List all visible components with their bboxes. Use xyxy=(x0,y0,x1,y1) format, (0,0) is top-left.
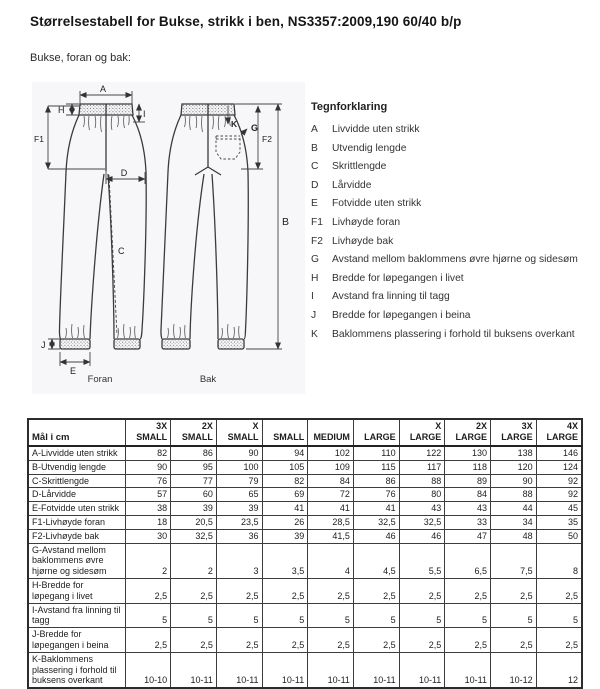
column-header xyxy=(216,419,262,446)
cell-value: 5 xyxy=(216,603,262,628)
cell-value: 8 xyxy=(536,543,582,578)
cell-value: 23,5 xyxy=(216,515,262,529)
cell-value: 2,5 xyxy=(216,628,262,653)
cell-value: 2,5 xyxy=(308,628,354,653)
table-row xyxy=(28,603,582,628)
column-header xyxy=(536,419,582,446)
cell-value: 46 xyxy=(399,529,445,543)
dim-label-f2: F2 xyxy=(262,134,272,144)
legend-item xyxy=(311,326,597,345)
column-header-line2: LARGE xyxy=(455,432,487,442)
legend-heading: Tegnforklaring xyxy=(311,101,388,113)
legend-text: Avstand mellom baklommens øvre hjørne og sidesøm xyxy=(332,254,578,266)
legend-item xyxy=(311,251,597,270)
cell-value: 41 xyxy=(262,502,308,516)
dim-label-b: B xyxy=(282,216,290,228)
column-header xyxy=(353,419,399,446)
cell-value: 6,5 xyxy=(445,543,491,578)
legend-text: Bredde for løpegangen i beina xyxy=(332,309,471,321)
dim-label-d: D xyxy=(120,168,128,178)
cell-value: 5 xyxy=(491,603,537,628)
cell-value: 2 xyxy=(171,543,217,578)
cell-value: 92 xyxy=(536,488,582,502)
cell-value: 2,5 xyxy=(491,628,537,653)
legend-text: Utvendig lengde xyxy=(332,142,407,154)
gather-lines-back xyxy=(168,116,240,338)
cell-value: 43 xyxy=(399,502,445,516)
table-row xyxy=(28,488,582,502)
cell-value: 10-10 xyxy=(125,652,171,688)
pants-front-drawing xyxy=(59,104,146,349)
cell-value: 35 xyxy=(536,515,582,529)
cell-value: 5,5 xyxy=(399,543,445,578)
cell-value: 45 xyxy=(536,502,582,516)
row-label: F2-Livhøyde bak xyxy=(28,529,125,543)
cell-value: 10-11 xyxy=(353,652,399,688)
column-header-line1: 4X xyxy=(566,421,578,431)
column-header-line2: LARGE xyxy=(546,432,578,442)
cell-value: 10-11 xyxy=(308,652,354,688)
cell-value: 7,5 xyxy=(491,543,537,578)
dim-label-h: H xyxy=(58,105,65,115)
cell-value: 2,5 xyxy=(171,578,217,603)
cell-value: 48 xyxy=(491,529,537,543)
cell-value: 138 xyxy=(491,446,537,460)
cell-value: 117 xyxy=(399,460,445,474)
cell-value: 77 xyxy=(171,474,217,488)
cell-value: 2,5 xyxy=(536,578,582,603)
cell-value: 122 xyxy=(399,446,445,460)
column-header-line2: LARGE xyxy=(364,432,396,442)
page-title: Størrelsestabell for Bukse, strikk i ben, NS3357:2009,190 60/40 b/p xyxy=(30,14,462,29)
legend-text: Bredde for løpegangen i livet xyxy=(332,272,464,284)
cell-value: 5 xyxy=(445,603,491,628)
table-row xyxy=(28,529,582,543)
row-label: G-Avstand mellom baklommens øvre hjørne og sidesøm xyxy=(28,543,125,578)
legend-list xyxy=(311,121,597,344)
dim-label-j: J xyxy=(41,340,46,350)
pants-diagram xyxy=(32,82,305,394)
cell-value: 47 xyxy=(445,529,491,543)
column-header-line2: SMALL xyxy=(227,432,259,442)
cell-value: 105 xyxy=(262,460,308,474)
legend-letter: E xyxy=(311,198,318,210)
page-subtitle: Bukse, foran og bak: xyxy=(30,52,131,64)
cell-value: 5 xyxy=(125,603,171,628)
column-header-line1: X xyxy=(435,421,442,431)
legend-item xyxy=(311,121,597,140)
legend-panel xyxy=(311,101,597,344)
cell-value: 39 xyxy=(262,529,308,543)
cell-value: 10-11 xyxy=(171,652,217,688)
legend-text: Avstand fra linning til tagg xyxy=(332,291,450,303)
column-header xyxy=(171,419,217,446)
cell-value: 41 xyxy=(308,502,354,516)
column-header-line1: 2X xyxy=(201,421,213,431)
cell-value: 88 xyxy=(491,488,537,502)
cell-value: 100 xyxy=(216,460,262,474)
cell-value: 2 xyxy=(125,543,171,578)
cell-value: 43 xyxy=(445,502,491,516)
column-header-line1 xyxy=(266,421,305,432)
table-row xyxy=(28,474,582,488)
row-label: H-Bredde for løpegang i livet xyxy=(28,578,125,603)
row-label: J-Bredde for løpegangen i beina xyxy=(28,628,125,653)
cell-value: 65 xyxy=(216,488,262,502)
column-header xyxy=(445,419,491,446)
cell-value: 2,5 xyxy=(491,578,537,603)
cell-value: 4 xyxy=(308,543,354,578)
pants-diagram-figure xyxy=(32,82,305,394)
legend-letter: F2 xyxy=(311,235,324,247)
cell-value: 76 xyxy=(353,488,399,502)
table-row xyxy=(28,652,582,688)
table-row xyxy=(28,502,582,516)
table-row xyxy=(28,578,582,603)
size-table xyxy=(27,418,583,689)
cell-value: 82 xyxy=(262,474,308,488)
cell-value: 124 xyxy=(536,460,582,474)
cell-value: 2,5 xyxy=(445,628,491,653)
cell-value: 32,5 xyxy=(171,529,217,543)
dim-label-e: E xyxy=(69,366,77,376)
legend-item xyxy=(311,270,597,289)
legend-text: Baklommens plassering i forhold til buksens overkant xyxy=(332,328,575,340)
size-table-header-row xyxy=(28,419,582,446)
cell-value: 109 xyxy=(308,460,354,474)
legend-item xyxy=(311,158,597,177)
front-view-label: Foran xyxy=(87,374,113,385)
column-header-line2: LARGE xyxy=(409,432,442,442)
cell-value: 115 xyxy=(353,460,399,474)
cell-value: 86 xyxy=(171,446,217,460)
legend-letter: F1 xyxy=(311,216,324,228)
cell-value: 90 xyxy=(216,446,262,460)
column-header xyxy=(125,419,171,446)
gather-lines-front xyxy=(66,116,136,338)
column-header-line2: SMALL xyxy=(181,432,213,442)
column-header-line1: 3X xyxy=(156,421,168,431)
column-header-line1: 3X xyxy=(521,421,533,431)
legend-letter: K xyxy=(311,328,318,340)
cell-value: 86 xyxy=(353,474,399,488)
cell-value: 10-12 xyxy=(491,652,537,688)
column-header-line1: 2X xyxy=(475,421,487,431)
row-label: C-Skrittlengde xyxy=(28,474,125,488)
cell-value: 57 xyxy=(125,488,171,502)
cell-value: 10-11 xyxy=(445,652,491,688)
legend-letter: I xyxy=(311,291,314,303)
cell-value: 72 xyxy=(308,488,354,502)
cell-value: 41 xyxy=(353,502,399,516)
corner-header: Mål i cm xyxy=(28,419,125,446)
table-row xyxy=(28,460,582,474)
cell-value: 30 xyxy=(125,529,171,543)
cell-value: 3 xyxy=(216,543,262,578)
legend-letter: B xyxy=(311,142,318,154)
legend-item xyxy=(311,214,597,233)
legend-text: Livhøyde bak xyxy=(332,235,394,247)
cell-value: 89 xyxy=(445,474,491,488)
row-label: F1-Livhøyde foran xyxy=(28,515,125,529)
row-label: E-Fotvidde uten strikk xyxy=(28,502,125,516)
cell-value: 5 xyxy=(399,603,445,628)
cell-value: 110 xyxy=(353,446,399,460)
back-right-cuff xyxy=(218,339,244,349)
cell-value: 2,5 xyxy=(353,628,399,653)
dim-label-a: A xyxy=(99,84,107,94)
cell-value: 12 xyxy=(536,652,582,688)
cell-value: 46 xyxy=(353,529,399,543)
cell-value: 18 xyxy=(125,515,171,529)
dim-label-g: G xyxy=(251,123,259,133)
legend-text: Livvidde uten strikk xyxy=(332,124,420,135)
cell-value: 2,5 xyxy=(125,628,171,653)
cell-value: 2,5 xyxy=(399,628,445,653)
cell-value: 84 xyxy=(308,474,354,488)
cell-value: 10-11 xyxy=(399,652,445,688)
dim-label-c: C xyxy=(118,246,125,256)
legend-item xyxy=(311,233,597,252)
dim-label-k: K xyxy=(231,119,238,129)
cell-value: 69 xyxy=(262,488,308,502)
cell-value: 34 xyxy=(491,515,537,529)
table-row xyxy=(28,543,582,578)
cell-value: 39 xyxy=(171,502,217,516)
cell-value: 3,5 xyxy=(262,543,308,578)
cell-value: 2,5 xyxy=(125,578,171,603)
legend-item xyxy=(311,195,597,214)
cell-value: 60 xyxy=(171,488,217,502)
cell-value: 50 xyxy=(536,529,582,543)
row-label: D-Lårvidde xyxy=(28,488,125,502)
cell-value: 2,5 xyxy=(445,578,491,603)
cell-value: 146 xyxy=(536,446,582,460)
cell-value: 33 xyxy=(445,515,491,529)
column-header xyxy=(262,419,308,446)
legend-item xyxy=(311,307,597,326)
pants-back-drawing xyxy=(161,104,248,349)
size-table-body xyxy=(28,446,582,688)
table-row xyxy=(28,446,582,460)
row-label: K-Baklommens plassering i forhold til buksens overkant xyxy=(28,652,125,688)
cell-value: 5 xyxy=(308,603,354,628)
cell-value: 10-11 xyxy=(262,652,308,688)
back-view-label: Bak xyxy=(199,374,217,385)
column-header-line2: LARGE xyxy=(501,432,533,442)
legend-item xyxy=(311,140,597,159)
cell-value: 41,5 xyxy=(308,529,354,543)
dim-label-f1: F1 xyxy=(34,134,44,144)
cell-value: 2,5 xyxy=(308,578,354,603)
cell-value: 76 xyxy=(125,474,171,488)
cell-value: 39 xyxy=(216,502,262,516)
legend-item xyxy=(311,288,597,307)
legend-item xyxy=(311,177,597,196)
cell-value: 5 xyxy=(353,603,399,628)
cell-value: 2,5 xyxy=(262,628,308,653)
cell-value: 94 xyxy=(262,446,308,460)
cell-value: 90 xyxy=(491,474,537,488)
cell-value: 44 xyxy=(491,502,537,516)
legend-text: Livhøyde foran xyxy=(332,216,401,228)
cell-value: 26 xyxy=(262,515,308,529)
front-left-cuff xyxy=(60,339,90,349)
column-header-line2: SMALL xyxy=(136,432,168,442)
cell-value: 20,5 xyxy=(171,515,217,529)
cell-value: 10-11 xyxy=(216,652,262,688)
column-header xyxy=(399,419,445,446)
legend-letter: J xyxy=(311,309,317,321)
legend-text: Fotvidde uten strikk xyxy=(332,198,422,210)
cell-value: 88 xyxy=(399,474,445,488)
legend-letter: A xyxy=(311,124,318,135)
cell-value: 84 xyxy=(445,488,491,502)
cell-value: 4,5 xyxy=(353,543,399,578)
cell-value: 2,5 xyxy=(216,578,262,603)
legend-text: Lårvidde xyxy=(332,179,372,191)
cell-value: 118 xyxy=(445,460,491,474)
table-row xyxy=(28,515,582,529)
cell-value: 2,5 xyxy=(262,578,308,603)
cell-value: 90 xyxy=(125,460,171,474)
legend-letter: D xyxy=(311,179,319,191)
back-pocket xyxy=(216,136,240,159)
row-label: A-Livvidde uten strikk xyxy=(28,446,125,460)
cell-value: 80 xyxy=(399,488,445,502)
column-header-line1: X xyxy=(252,421,259,431)
legend-letter: C xyxy=(311,161,319,173)
cell-value: 28,5 xyxy=(308,515,354,529)
legend-letter: G xyxy=(311,254,320,266)
cell-value: 38 xyxy=(125,502,171,516)
cell-value: 2,5 xyxy=(171,628,217,653)
back-left-cuff xyxy=(162,339,190,349)
dim-label-i: I xyxy=(143,109,146,119)
row-label: I-Avstand fra linning til tagg xyxy=(28,603,125,628)
cell-value: 5 xyxy=(262,603,308,628)
cell-value: 2,5 xyxy=(399,578,445,603)
row-label: B-Utvendig lengde xyxy=(28,460,125,474)
table-row xyxy=(28,628,582,653)
legend-letter: H xyxy=(311,272,319,284)
legend-text: Skrittlengde xyxy=(332,161,387,173)
cell-value: 2,5 xyxy=(536,628,582,653)
column-header-line2: MEDIUM xyxy=(313,432,350,442)
cell-value: 36 xyxy=(216,529,262,543)
cell-value: 32,5 xyxy=(353,515,399,529)
cell-value: 5 xyxy=(536,603,582,628)
column-header xyxy=(491,419,537,446)
cell-value: 5 xyxy=(171,603,217,628)
cell-value: 130 xyxy=(445,446,491,460)
column-header-line1 xyxy=(357,421,396,432)
cell-value: 102 xyxy=(308,446,354,460)
cell-value: 32,5 xyxy=(399,515,445,529)
cell-value: 79 xyxy=(216,474,262,488)
front-right-cuff xyxy=(114,339,140,349)
cell-value: 120 xyxy=(491,460,537,474)
column-header xyxy=(308,419,354,446)
cell-value: 82 xyxy=(125,446,171,460)
cell-value: 92 xyxy=(536,474,582,488)
cell-value: 2,5 xyxy=(353,578,399,603)
column-header-line2: SMALL xyxy=(273,432,305,442)
column-header-line1 xyxy=(311,421,350,432)
cell-value: 95 xyxy=(171,460,217,474)
